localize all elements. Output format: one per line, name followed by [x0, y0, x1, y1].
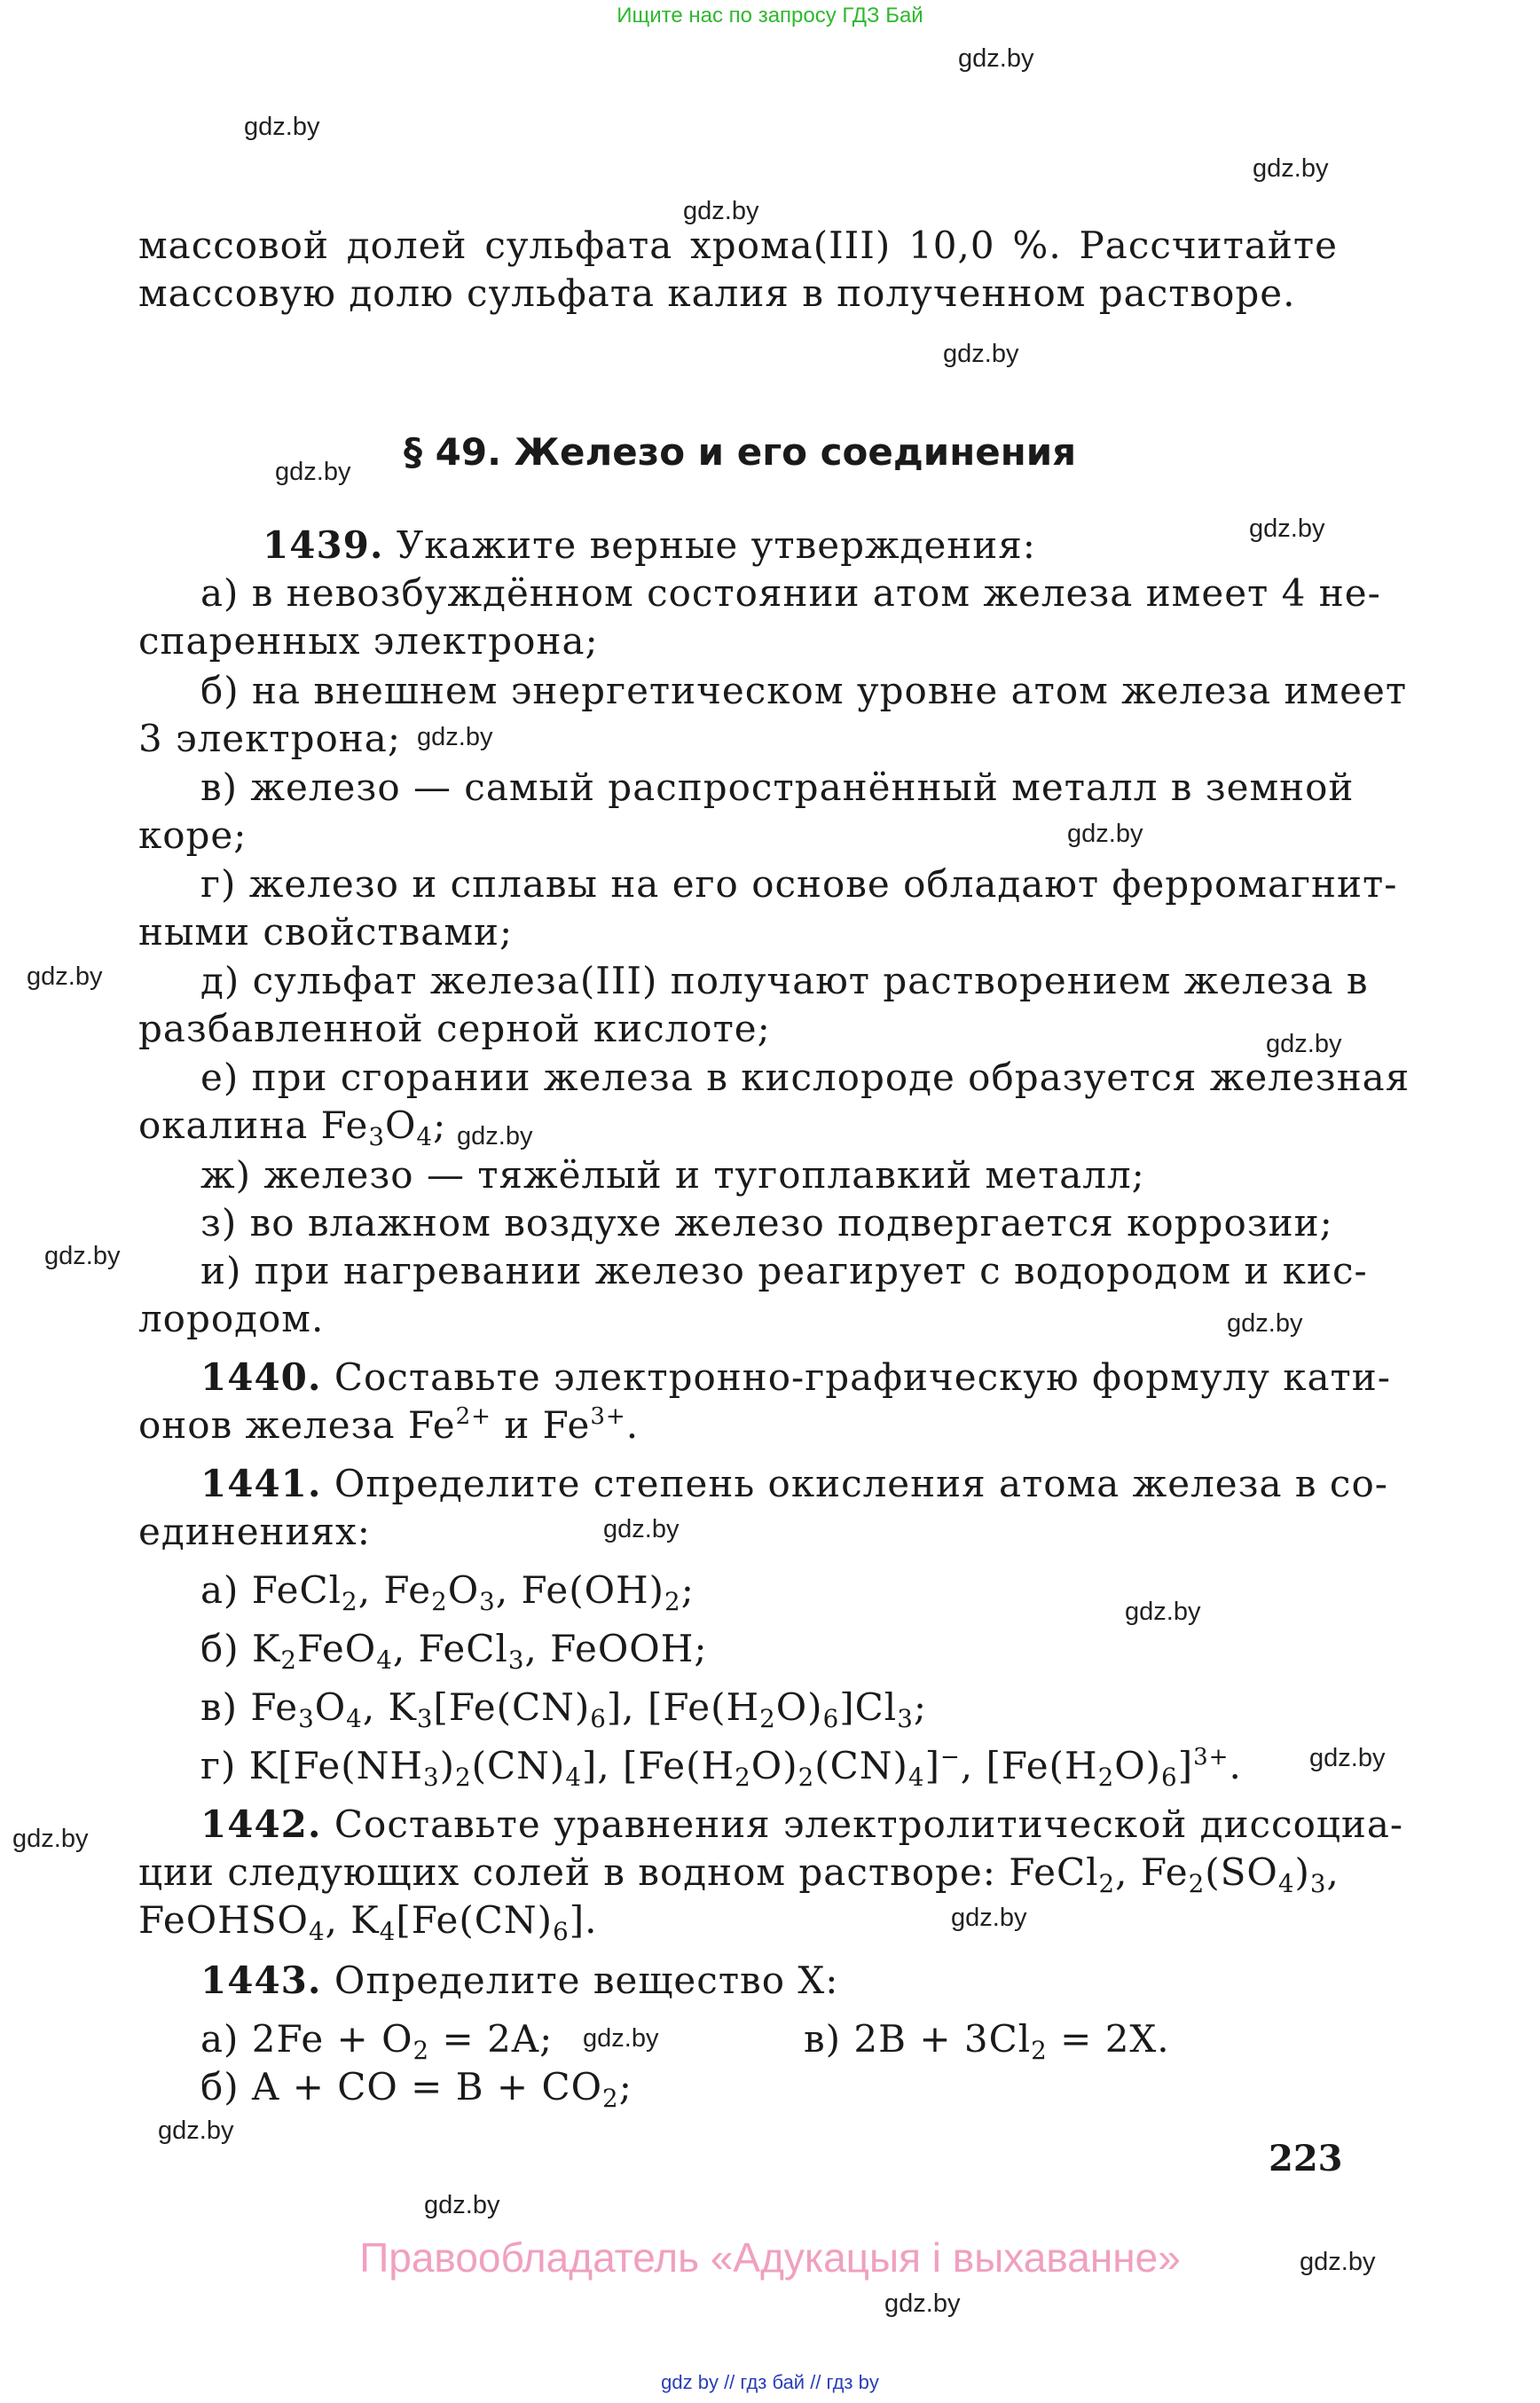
copyright: Правообладатель «Адукацыя і выхаванне» — [359, 2234, 1181, 2281]
task-text: Укажите верные утверждения: — [396, 523, 1036, 567]
task-1440-cont: онов железа $Fe^{2+}$ и $Fe^{3+}$. — [138, 1402, 640, 1447]
formula-g: г) $K[Fe(NH_3)_2(CN)_4]$, $[Fe(H_2O)_2(CN)_4]^-$, $[Fe(H_2O)_6]^{3+}$. — [200, 1743, 1242, 1792]
watermark: gdz.by — [951, 1904, 1027, 1932]
watermark: gdz.by — [1266, 1030, 1342, 1058]
task-1443: 1443. Определите вещество X: — [200, 1959, 839, 2002]
option-g: г) железо и сплавы на его основе обладают ферромагнит- — [200, 862, 1398, 906]
watermark: gdz.by — [683, 197, 759, 225]
watermark: gdz.by — [1309, 1744, 1386, 1772]
task-1442-cont: FeOHSO$_4$, $K_4[Fe(CN)_6]$. — [138, 1898, 598, 1946]
watermark: gdz.by — [958, 44, 1034, 73]
option-i-cont: лородом. — [138, 1297, 325, 1340]
watermark: gdz.by — [1253, 154, 1329, 183]
option-d: д) сульфат железа(III) получают растворением железа в — [200, 959, 1369, 1002]
watermark: gdz.by — [1300, 2248, 1376, 2276]
watermark: gdz.by — [457, 1122, 533, 1150]
task-1441-cont: единениях: — [138, 1510, 371, 1553]
bottom-links[interactable]: gdz by // гдз бай // гдз by — [661, 2371, 879, 2393]
watermark: gdz.by — [12, 1825, 89, 1853]
top-banner[interactable]: Ищите нас по запросу ГДЗ Бай — [617, 4, 923, 27]
option-b-cont: 3 электрона; — [138, 717, 401, 760]
formula-a: а) FeCl$_2$, $Fe_2O_3$, $Fe(OH)_2$; — [200, 1568, 695, 1616]
equation-a: а) $2Fe + O_2 = 2A$; — [200, 2017, 554, 2065]
watermark: gdz.by — [943, 340, 1019, 368]
task-1442: 1442. Составьте уравнения электролитической диссоциа- — [200, 1802, 1404, 1846]
equation-v: в) $2B + 3Cl_2 = 2X$. — [804, 2017, 1170, 2065]
watermark: gdz.by — [884, 2289, 961, 2318]
watermark: gdz.by — [27, 962, 103, 991]
watermark: gdz.by — [275, 458, 351, 486]
option-b: б) на внешнем энергетическом уровне атом железа имеет — [200, 669, 1408, 712]
watermark: gdz.by — [244, 113, 320, 141]
formula-v: в) $Fe_3O_4$, $K_3[Fe(CN)_6]$, $[Fe(H_2O)_6]Cl_3$; — [200, 1685, 927, 1733]
option-a-cont: спаренных электрона; — [138, 619, 599, 663]
intro-line: массовую долю сульфата калия в полученном растворе. — [138, 271, 1296, 315]
option-i: и) при нагревании железо реагирует с водородом и кис- — [200, 1249, 1368, 1292]
option-e-cont: окалина $Fe_3O_4$; — [138, 1103, 447, 1151]
task-1442-cont: ции следующих солей в водном растворе: FeCl$_2$, $Fe_2(SO_4)_3$, — [138, 1850, 1340, 1898]
option-e: е) при сгорании железа в кислороде образуется железная — [200, 1056, 1410, 1099]
watermark: gdz.by — [583, 2024, 659, 2053]
watermark: gdz.by — [424, 2191, 500, 2219]
watermark: gdz.by — [1227, 1309, 1303, 1338]
watermark: gdz.by — [44, 1242, 121, 1270]
watermark: gdz.by — [417, 723, 493, 751]
option-z: з) во влажном воздухе железо подвергается коррозии; — [200, 1201, 1333, 1245]
section-title: § 49. Железо и его соединения — [404, 430, 1077, 474]
task-number: 1439. — [263, 523, 384, 567]
option-v-cont: коре; — [138, 813, 248, 857]
watermark: gdz.by — [158, 2116, 234, 2145]
page-number: 223 — [1269, 2138, 1343, 2179]
option-d-cont: разбавленной серной кислоте; — [138, 1007, 771, 1050]
watermark: gdz.by — [603, 1515, 680, 1543]
option-zh: ж) железо — тяжёлый и тугоплавкий металл; — [200, 1153, 1145, 1197]
task-1441: 1441. Определите степень окисления атома железа в со- — [200, 1462, 1388, 1505]
option-v: в) железо — самый распространённый металл в земной — [200, 766, 1355, 809]
task-1439-title — [138, 522, 1338, 569]
equation-b: б) A + CO = $B + CO_2$; — [200, 2065, 632, 2113]
watermark: gdz.by — [1125, 1598, 1201, 1626]
watermark: gdz.by — [1067, 820, 1143, 848]
formula-b: б) $K_2FeO_4$, FeCl$_3$, FeOOH; — [200, 1627, 708, 1675]
intro-line: массовой долей сульфата хрома(III) 10,0 %. Рассчитайте — [138, 224, 1338, 267]
option-a: а) в невозбуждённом состоянии атом железа имеет 4 не- — [200, 571, 1381, 615]
option-g-cont: ными свойствами; — [138, 910, 514, 954]
task-1440: 1440. Составьте электронно-графическую формулу кати- — [200, 1355, 1391, 1399]
watermark: gdz.by — [1249, 514, 1325, 543]
